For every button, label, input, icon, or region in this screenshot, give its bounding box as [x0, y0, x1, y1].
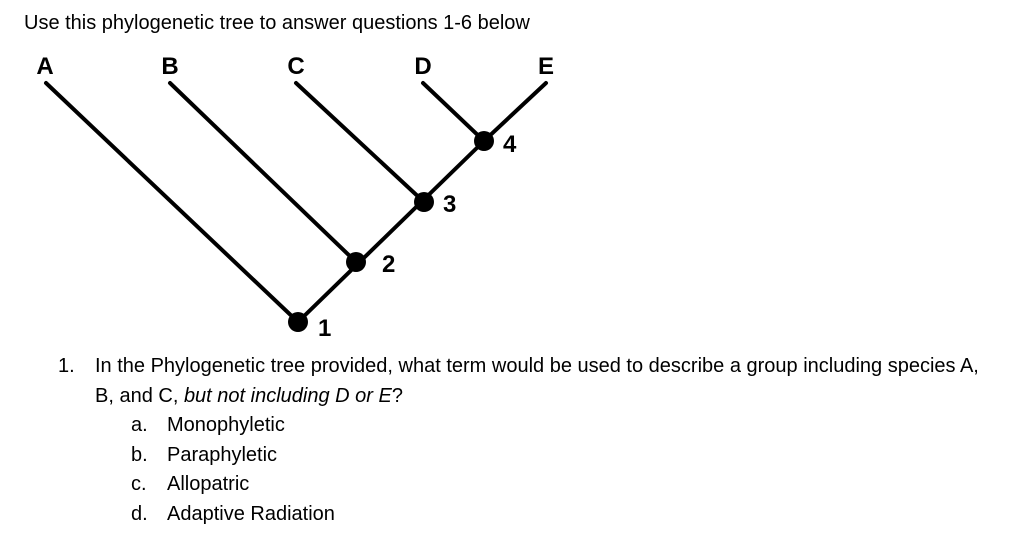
node-4-dot	[474, 131, 494, 151]
node-label-3: 3	[443, 191, 457, 218]
tip-label-e: E	[537, 53, 555, 80]
question-text	[95, 352, 985, 411]
option-text: Adaptive Radiation	[167, 502, 335, 525]
question-text-end: ?	[391, 384, 403, 407]
node-1-dot	[288, 312, 308, 332]
question-number: 1.	[58, 355, 75, 377]
option-text: Monophyletic	[167, 414, 285, 436]
node-label-2: 2	[382, 251, 396, 278]
question-text-main: In the Phylogenetic tree provided, what term would be used to describe a group including species A, B, and C,	[95, 355, 979, 407]
tip-label-b: B	[161, 53, 179, 80]
option-letter: b.	[131, 443, 148, 466]
tip-label-c: C	[287, 53, 305, 80]
intro-text: Use this phylogenetic tree to answer questions 1-6 below	[24, 12, 530, 34]
option-c	[131, 470, 985, 500]
option-d	[131, 500, 985, 530]
node-3-dot	[414, 192, 434, 212]
option-text: Allopatric	[167, 473, 250, 495]
option-letter: d.	[131, 502, 148, 525]
branch-d	[423, 83, 484, 141]
node-label-4: 4	[503, 131, 517, 158]
node-2-dot	[346, 252, 366, 272]
question-text-italic: but not including D or E	[183, 384, 392, 407]
answer-options	[131, 411, 985, 529]
question-1	[58, 352, 985, 529]
option-b	[131, 441, 985, 471]
branch-a	[46, 83, 298, 322]
option-a	[131, 411, 985, 441]
branch-b	[170, 83, 356, 262]
tip-label-a: A	[36, 53, 54, 80]
option-text: Paraphyletic	[167, 443, 278, 466]
branch-c	[296, 83, 424, 202]
node-label-1: 1	[318, 315, 332, 342]
tip-label-d: D	[414, 53, 432, 80]
option-letter: a.	[131, 414, 148, 436]
option-letter: c.	[131, 473, 147, 495]
